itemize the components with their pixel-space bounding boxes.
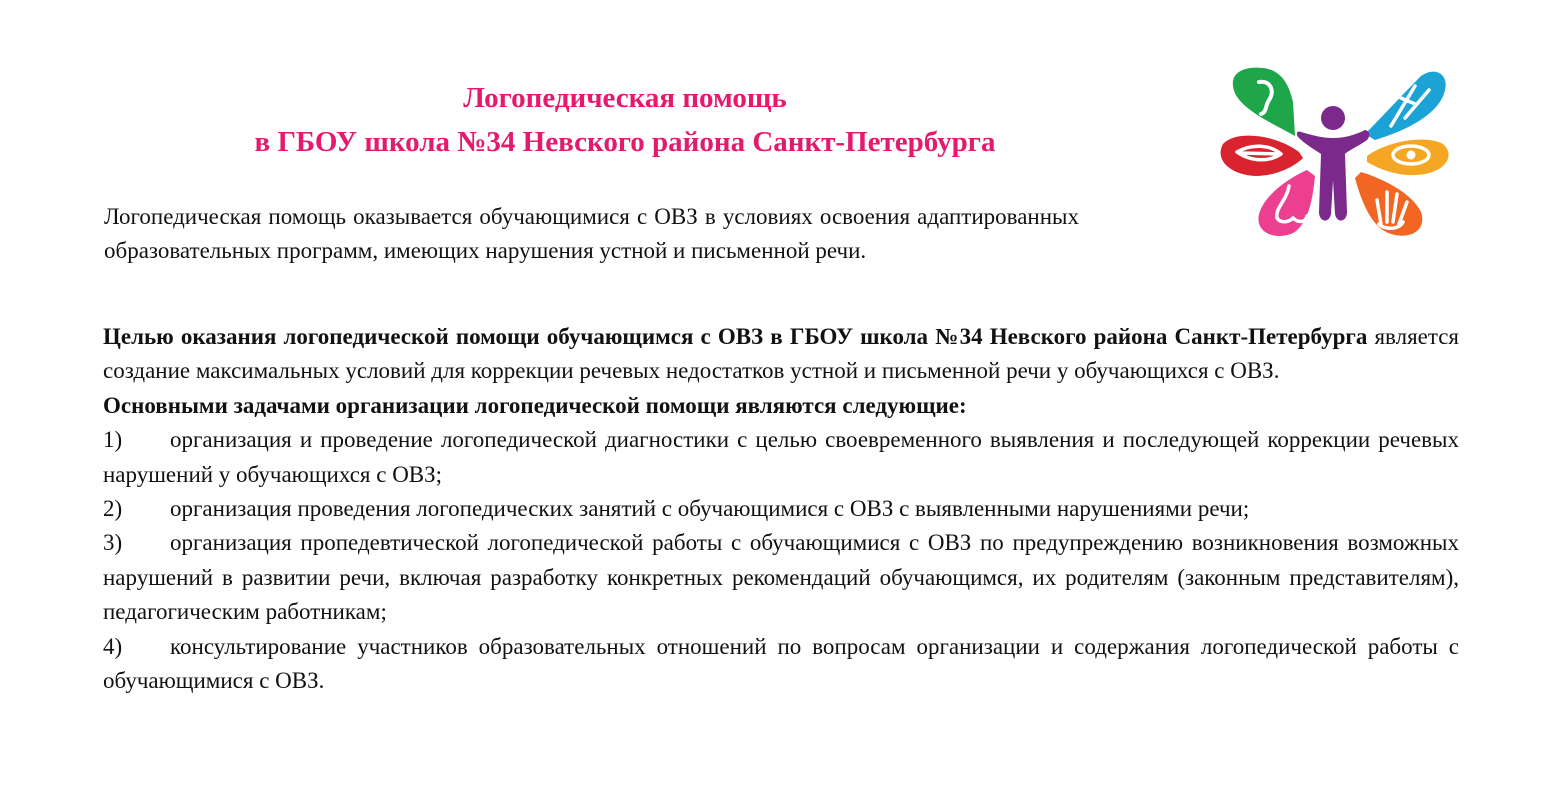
task-number: 4) [103,633,123,659]
task-item-4 [103,630,1459,699]
task-item-2 [103,492,1459,526]
nose-petal [1258,170,1315,236]
task-number: 3) [103,530,123,556]
figure-head [1321,106,1345,130]
butterfly-senses-logo-icon [1215,62,1455,242]
task-item-3 [103,526,1459,629]
page-title-line-2: в ГБОУ школа №34 Невского района Санкт-Петербурга [254,126,996,158]
task-text: организация проведения логопедических занятий с обучающимися с ОВЗ с выявленными нарушениями речи; [170,496,1250,522]
task-text: организация и проведение логопедической диагностики с целью своевременного выявления и последующей коррекции речевых нарушений у обучающихся с ОВЗ; [103,427,1459,487]
goal-rest-text: является создание максимальных условий для коррекции речевых недостатков устной и письменной речи у обучающихся с ОВЗ. [103,324,1459,384]
task-text: организация пропедевтической логопедической работы с обучающимися с ОВЗ по предупреждению возникновения возможных нарушений в развитии речи, включая разработку конкретных рекомендаций обучающимся, их родителям (законным представителям), педагогическим работникам; [103,530,1459,625]
page-title-line-1: Логопедическая помощь [463,82,787,114]
task-number: 1) [103,427,123,453]
swing-petal [1365,72,1446,140]
ear-petal [1233,68,1295,136]
task-item-1 [103,423,1459,492]
intro-paragraph: Логопедическая помощь оказывается обучающимися с ОВЗ в условиях освоения адаптированных образовательных программ, имеющих нарушения устной и письменной речи. [104,204,1079,263]
task-number: 2) [103,496,123,522]
task-text: консультирование участников образовательных отношений по вопросам организации и содержания логопедической работы с обучающимися с ОВЗ. [103,633,1459,694]
goal-bold-text: Целью оказания логопедической помощи обучающимся с ОВЗ в ГБОУ школа №34 Невского района Санкт-Петербурга [103,324,1368,349]
goal-paragraph [103,320,1459,389]
tasks-heading: Основными задачами организации логопедической помощи являются следующие: [103,392,967,418]
mouth-petal [1221,136,1303,176]
main-content [103,320,1459,698]
